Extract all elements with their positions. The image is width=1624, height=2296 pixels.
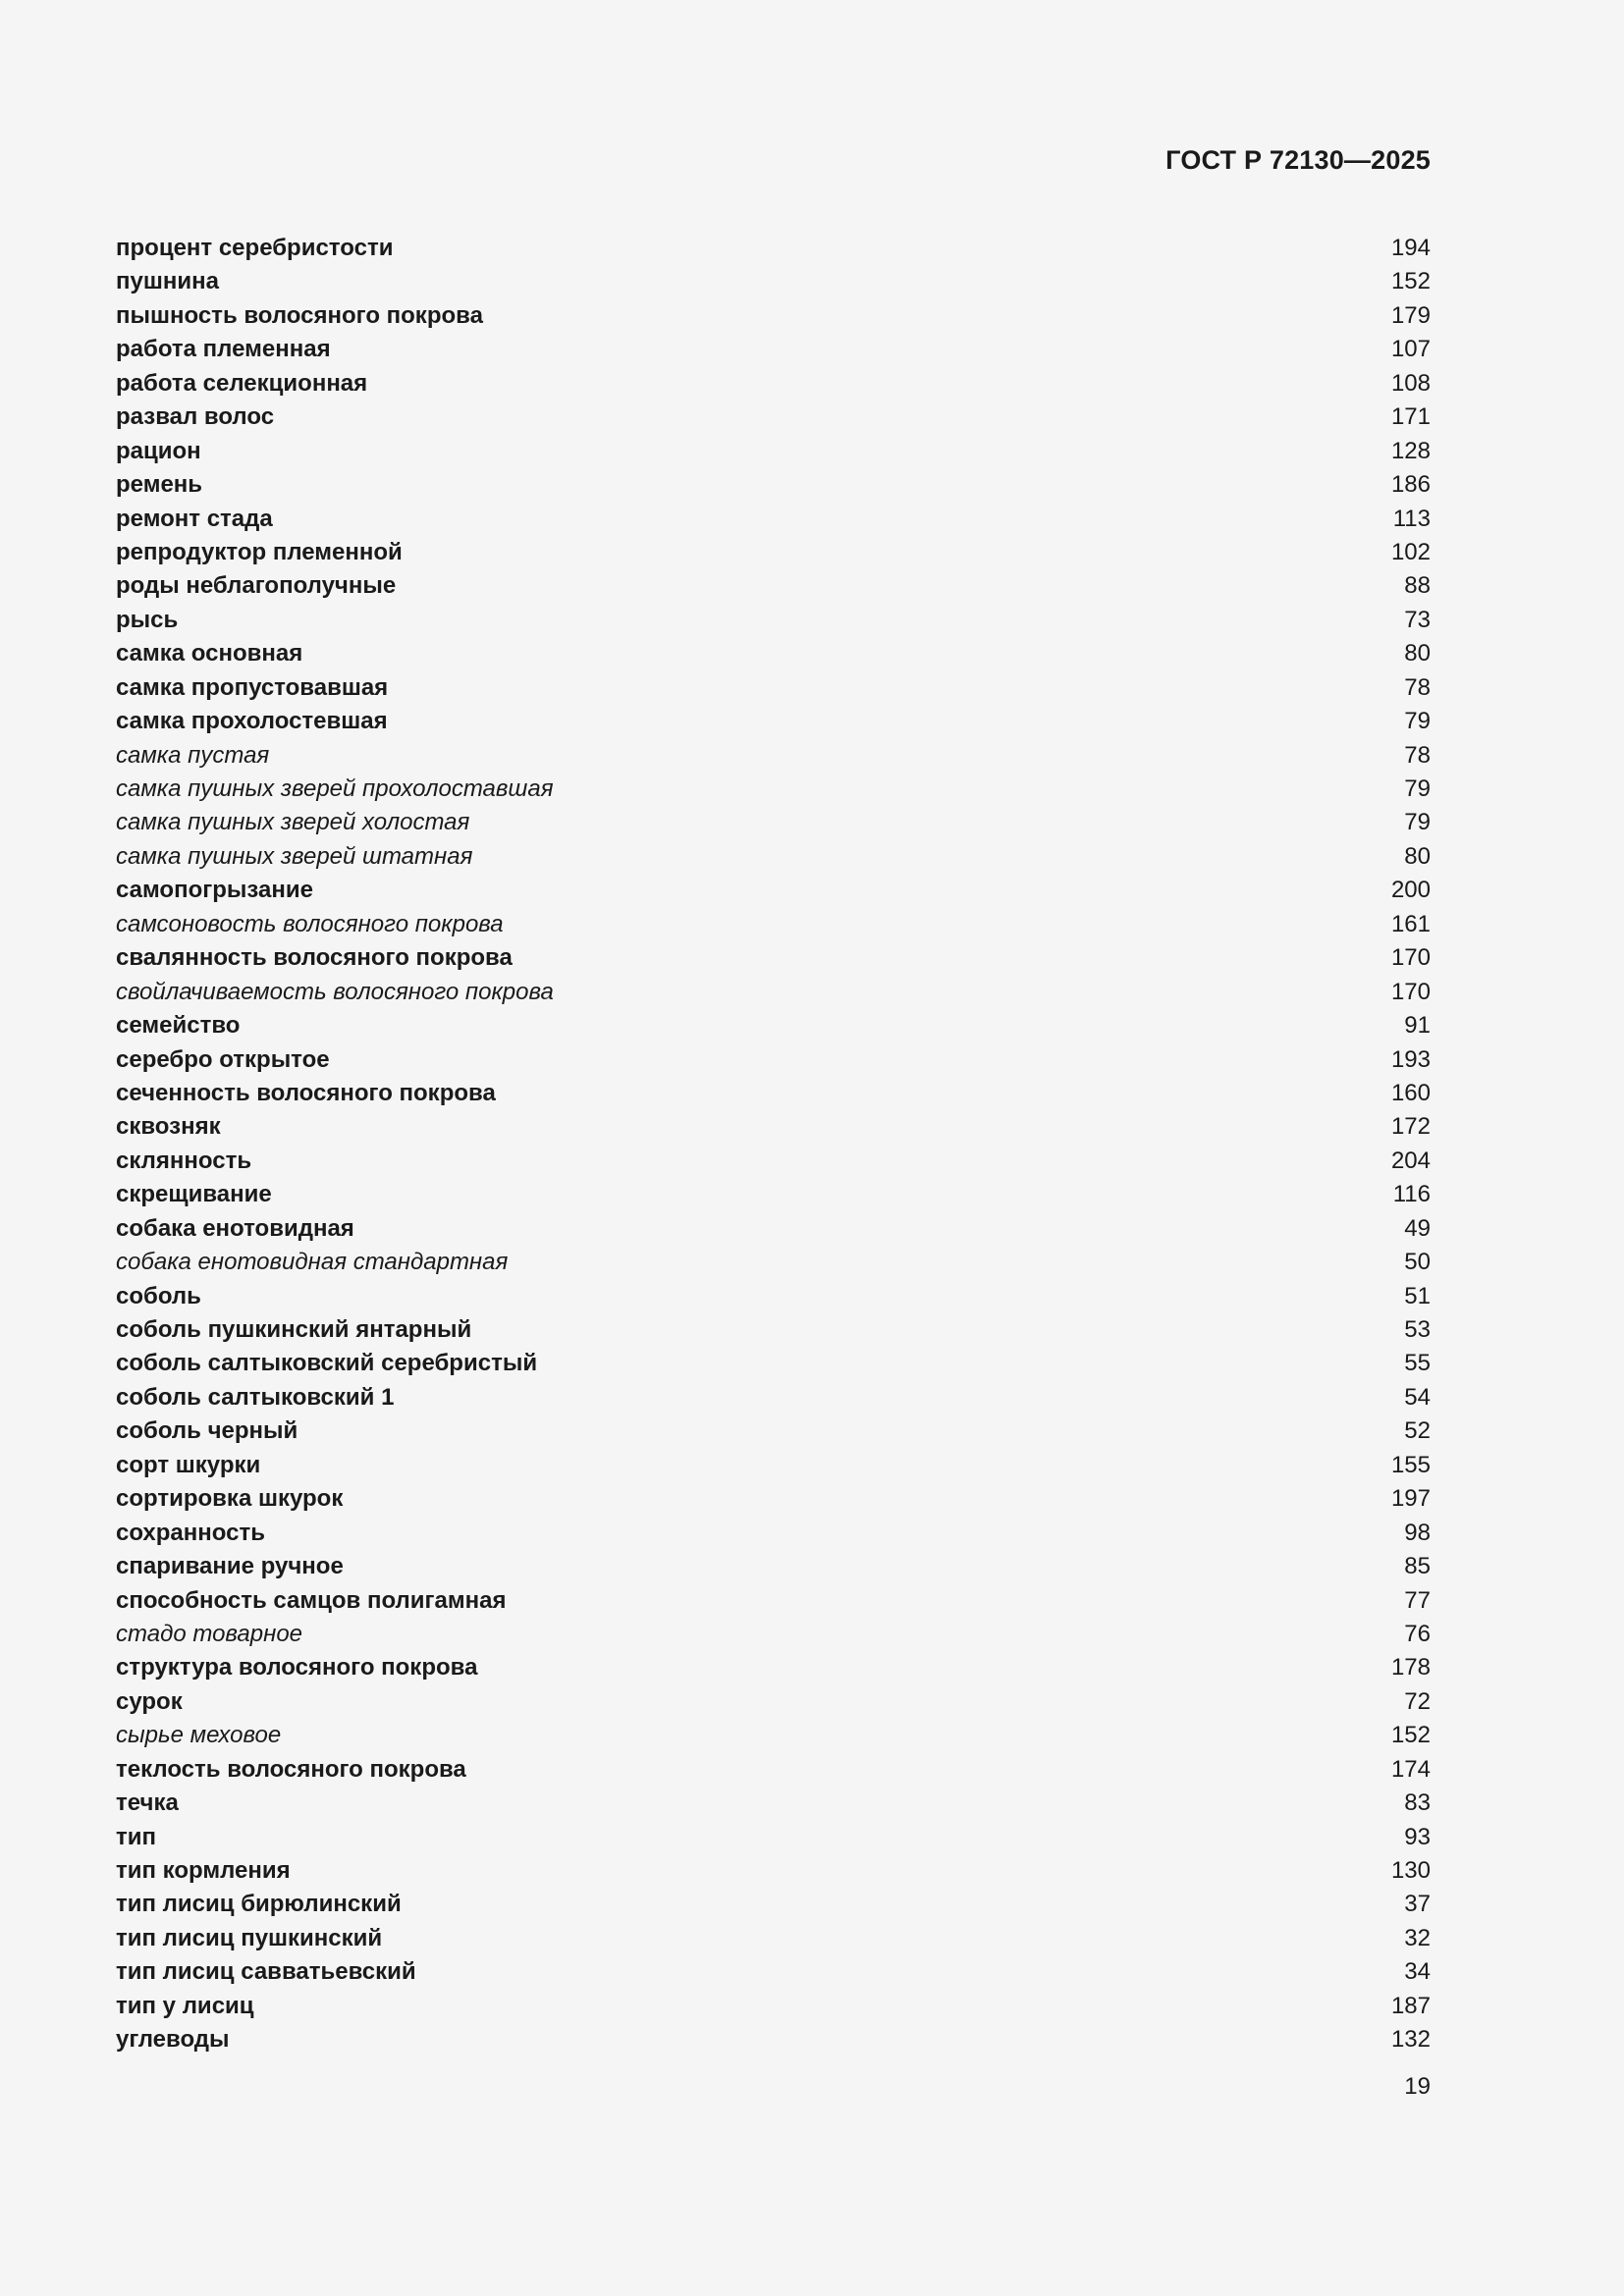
index-term: соболь пушкинский янтарный xyxy=(116,1316,472,1343)
term-number: 52 xyxy=(1404,1417,1431,1445)
index-term: процент серебристости xyxy=(116,235,394,261)
index-entry xyxy=(116,1043,1431,1077)
term-number: 200 xyxy=(1390,877,1431,904)
term-number: 116 xyxy=(1392,1181,1431,1208)
index-entry xyxy=(116,2023,1431,2056)
term-number: 72 xyxy=(1404,1687,1431,1715)
index-entry xyxy=(116,1888,1431,1921)
index-term: рысь xyxy=(116,606,179,633)
index-term: собака енотовидная xyxy=(116,1214,354,1242)
term-number: 91 xyxy=(1404,1012,1431,1040)
index-term: сохранность xyxy=(116,1519,265,1546)
term-number: 79 xyxy=(1404,775,1431,802)
index-entry xyxy=(116,1922,1431,1955)
index-term: соболь салтыковский 1 xyxy=(116,1383,395,1411)
index-entry xyxy=(116,908,1431,941)
index-entry xyxy=(116,806,1431,839)
term-number: 197 xyxy=(1390,1485,1431,1513)
index-entry xyxy=(116,1584,1431,1618)
term-number: 80 xyxy=(1404,640,1431,667)
index-entry xyxy=(116,1449,1431,1482)
index-list xyxy=(116,232,1431,2057)
index-term: роды неблагополучные xyxy=(116,572,397,600)
index-entry xyxy=(116,1009,1431,1042)
term-number: 178 xyxy=(1390,1654,1431,1682)
term-number: 174 xyxy=(1390,1755,1431,1783)
term-number: 32 xyxy=(1404,1924,1431,1951)
term-number: 54 xyxy=(1404,1383,1431,1411)
index-entry xyxy=(116,1381,1431,1415)
index-entry xyxy=(116,435,1431,468)
term-number: 187 xyxy=(1390,1992,1431,2019)
index-entry xyxy=(116,1719,1431,1752)
term-number: 152 xyxy=(1390,268,1431,295)
index-entry xyxy=(116,941,1431,975)
index-term: семейство xyxy=(116,1012,241,1040)
index-entry xyxy=(116,1212,1431,1246)
index-entry xyxy=(116,976,1431,1009)
term-number: 170 xyxy=(1390,944,1431,972)
index-term: работа племенная xyxy=(116,336,331,363)
index-entry xyxy=(116,1077,1431,1110)
term-number: 76 xyxy=(1404,1620,1431,1647)
index-term: самсоновость волосяного покрова xyxy=(116,910,504,937)
index-term: спаривание ручное xyxy=(116,1553,344,1580)
index-term: тип лисиц бирюлинский xyxy=(116,1891,402,1918)
index-term: свойлачиваемость волосяного покрова xyxy=(116,978,554,1005)
term-number: 37 xyxy=(1404,1891,1431,1918)
page-number: 19 xyxy=(1404,2073,1431,2100)
index-entry xyxy=(116,1246,1431,1279)
index-term: сырье меховое xyxy=(116,1722,282,1749)
index-term: тип xyxy=(116,1823,157,1850)
index-entry xyxy=(116,1517,1431,1550)
index-term: работа селекционная xyxy=(116,369,368,397)
index-term: сортировка шкурок xyxy=(116,1485,344,1513)
index-term: сеченность волосяного покрова xyxy=(116,1079,496,1106)
term-number: 53 xyxy=(1404,1316,1431,1343)
term-number: 88 xyxy=(1404,572,1431,600)
index-entry xyxy=(116,1550,1431,1583)
index-entry xyxy=(116,1415,1431,1448)
index-entry xyxy=(116,569,1431,603)
term-number: 108 xyxy=(1390,369,1431,397)
index-term: сквозняк xyxy=(116,1113,221,1141)
term-number: 79 xyxy=(1404,809,1431,836)
index-term: углеводы xyxy=(116,2026,230,2054)
term-number: 98 xyxy=(1404,1519,1431,1546)
index-entry xyxy=(116,840,1431,874)
term-number: 83 xyxy=(1404,1789,1431,1817)
term-number: 152 xyxy=(1390,1722,1431,1749)
index-entry xyxy=(116,1110,1431,1144)
term-number: 102 xyxy=(1390,538,1431,565)
term-number: 193 xyxy=(1390,1045,1431,1073)
term-number: 179 xyxy=(1390,301,1431,329)
term-number: 49 xyxy=(1404,1214,1431,1242)
index-entry xyxy=(116,1482,1431,1516)
index-entry xyxy=(116,367,1431,400)
index-term: серебро открытое xyxy=(116,1045,330,1073)
index-entry xyxy=(116,333,1431,366)
term-number: 132 xyxy=(1390,2026,1431,2054)
index-entry xyxy=(116,1347,1431,1380)
index-term: самка пушных зверей штатная xyxy=(116,842,473,870)
index-term: способность самцов полигамная xyxy=(116,1586,507,1614)
index-entry xyxy=(116,739,1431,773)
document-header: ГОСТ Р 72130—2025 xyxy=(1165,145,1431,175)
term-number: 130 xyxy=(1390,1857,1431,1884)
term-number: 160 xyxy=(1390,1079,1431,1106)
index-term: соболь черный xyxy=(116,1417,298,1445)
term-number: 50 xyxy=(1404,1249,1431,1276)
index-term: сорт шкурки xyxy=(116,1451,261,1478)
term-number: 55 xyxy=(1404,1350,1431,1377)
index-entry xyxy=(116,1178,1431,1211)
index-entry xyxy=(116,1618,1431,1651)
index-term: теклость волосяного покрова xyxy=(116,1755,466,1783)
term-number: 34 xyxy=(1404,1958,1431,1986)
index-entry xyxy=(116,1821,1431,1854)
index-entry xyxy=(116,1955,1431,1989)
index-entry xyxy=(116,1313,1431,1347)
term-number: 73 xyxy=(1404,606,1431,633)
term-number: 78 xyxy=(1404,741,1431,769)
index-term: репродуктор племенной xyxy=(116,538,403,565)
index-term: течка xyxy=(116,1789,179,1817)
term-number: 128 xyxy=(1390,437,1431,464)
index-term: соболь салтыковский серебристый xyxy=(116,1350,538,1377)
index-term: самка прохолостевшая xyxy=(116,708,388,735)
index-term: пушнина xyxy=(116,268,219,295)
index-entry xyxy=(116,1753,1431,1787)
term-number: 113 xyxy=(1392,505,1431,532)
index-entry xyxy=(116,468,1431,502)
index-entry xyxy=(116,232,1431,265)
index-term: самопогрызание xyxy=(116,877,313,904)
term-number: 79 xyxy=(1404,708,1431,735)
term-number: 161 xyxy=(1390,910,1431,937)
term-number: 186 xyxy=(1390,471,1431,499)
index-term: свалянность волосяного покрова xyxy=(116,944,513,972)
index-term: структура волосяного покрова xyxy=(116,1654,478,1682)
index-term: самка пропустовавшая xyxy=(116,673,389,701)
term-number: 93 xyxy=(1404,1823,1431,1850)
index-term: стадо товарное xyxy=(116,1620,303,1647)
index-term: самка основная xyxy=(116,640,303,667)
index-term: пышность волосяного покрова xyxy=(116,301,483,329)
index-term: тип у лисиц xyxy=(116,1992,254,2019)
index-entry xyxy=(116,671,1431,705)
index-entry xyxy=(116,503,1431,536)
index-term: тип кормления xyxy=(116,1857,291,1884)
term-number: 107 xyxy=(1390,336,1431,363)
term-number: 51 xyxy=(1404,1282,1431,1309)
index-entry xyxy=(116,1990,1431,2023)
term-number: 204 xyxy=(1390,1147,1431,1174)
index-term: скрещивание xyxy=(116,1181,272,1208)
term-number: 170 xyxy=(1390,978,1431,1005)
index-term: склянность xyxy=(116,1147,252,1174)
term-number: 155 xyxy=(1390,1451,1431,1478)
term-number: 85 xyxy=(1404,1553,1431,1580)
index-entry xyxy=(116,536,1431,569)
index-entry xyxy=(116,1651,1431,1684)
index-entry xyxy=(116,1854,1431,1888)
index-entry xyxy=(116,637,1431,670)
index-entry xyxy=(116,1145,1431,1178)
index-entry xyxy=(116,1280,1431,1313)
index-term: самка пушных зверей холостая xyxy=(116,809,470,836)
index-entry xyxy=(116,705,1431,738)
index-term: соболь xyxy=(116,1282,201,1309)
term-number: 194 xyxy=(1390,235,1431,261)
index-term: тип лисиц савватьевский xyxy=(116,1958,416,1986)
index-term: самка пушных зверей прохолоставшая xyxy=(116,775,554,802)
index-term: собака енотовидная стандартная xyxy=(116,1249,509,1276)
index-entry xyxy=(116,299,1431,333)
index-term: ремонт стада xyxy=(116,505,273,532)
index-term: тип лисиц пушкинский xyxy=(116,1924,383,1951)
index-entry xyxy=(116,400,1431,434)
index-entry xyxy=(116,874,1431,907)
term-number: 77 xyxy=(1404,1586,1431,1614)
index-entry xyxy=(116,1685,1431,1719)
index-entry xyxy=(116,773,1431,806)
index-term: рацион xyxy=(116,437,201,464)
index-entry xyxy=(116,604,1431,637)
index-term: развал волос xyxy=(116,403,275,431)
term-number: 171 xyxy=(1390,403,1431,431)
term-number: 80 xyxy=(1404,842,1431,870)
term-number: 172 xyxy=(1390,1113,1431,1141)
term-number: 78 xyxy=(1404,673,1431,701)
index-entry xyxy=(116,1787,1431,1820)
index-entry xyxy=(116,265,1431,298)
index-term: сурок xyxy=(116,1687,183,1715)
index-term: ремень xyxy=(116,471,203,499)
index-term: самка пустая xyxy=(116,741,270,769)
